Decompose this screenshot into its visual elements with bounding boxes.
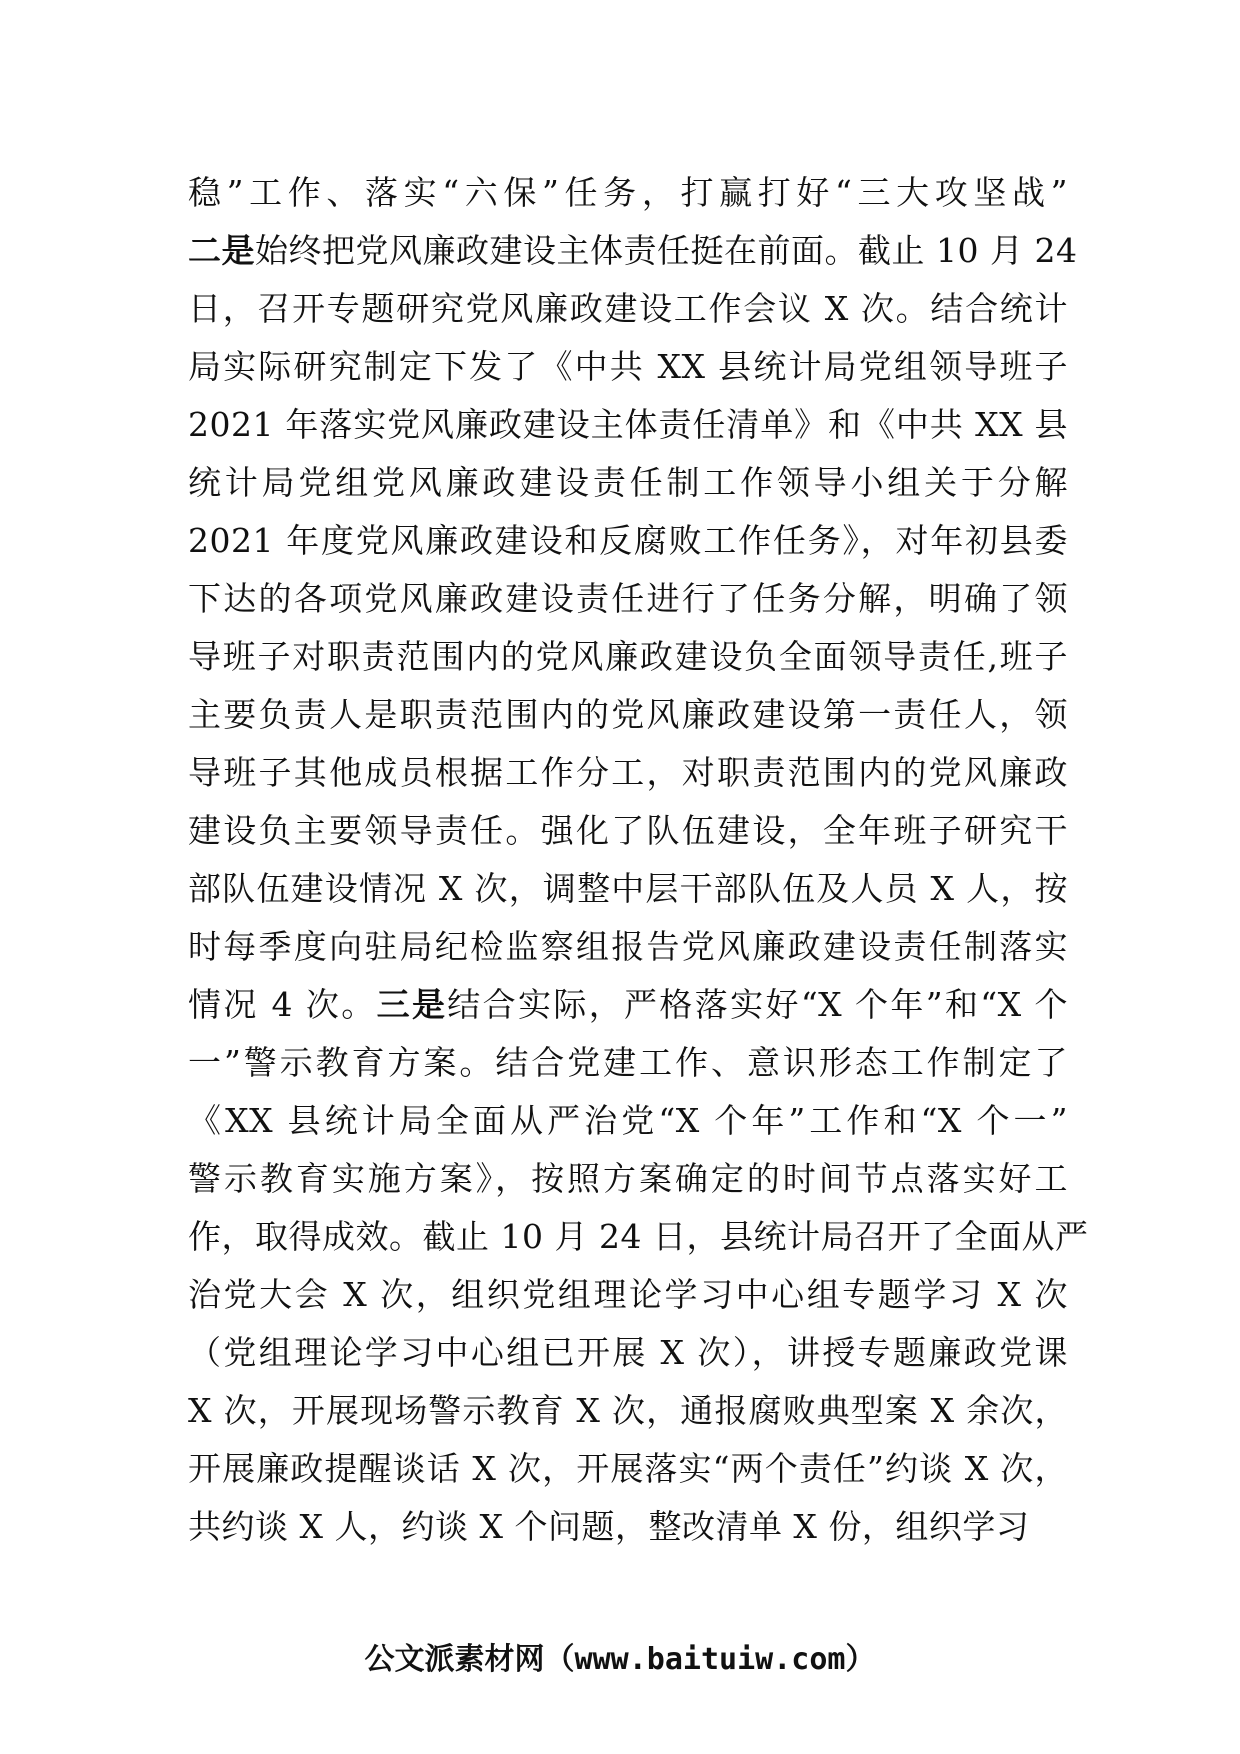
- footer-watermark: [0, 1640, 1240, 1680]
- text-segment: 主要负责人是职责范围内的党风廉政建设第一责任人，领: [188, 695, 1068, 734]
- text-line: [188, 1324, 1068, 1382]
- text-segment: 下达的各项党风廉政建设责任进行了任务分解，明确了领: [188, 579, 1068, 618]
- footer-site-name: 公文派素材网: [364, 1642, 545, 1677]
- text-line: [188, 570, 1068, 628]
- text-line: [188, 686, 1068, 744]
- text-segment: 治党大会 X 次，组织党组理论学习中心组专题学习 X 次: [188, 1275, 1068, 1314]
- text-segment: 建设负主要领导责任。强化了队伍建设，全年班子研究干: [188, 811, 1068, 850]
- text-line: [188, 1150, 1068, 1208]
- text-line: [188, 280, 1068, 338]
- text-line: [188, 918, 1068, 976]
- text-line: [188, 396, 1068, 454]
- text-segment: 作，取得成效。截止 10 月 24 日，县统计局召开了全面从严: [188, 1217, 1089, 1256]
- text-line: [188, 628, 1068, 686]
- text-segment: 开展廉政提醒谈话 X 次，开展落实“两个责任”约谈 X 次，: [188, 1449, 1068, 1488]
- text-line: [188, 1034, 1068, 1092]
- text-line: [188, 976, 1068, 1034]
- text-segment: 统计局党组党风廉政建设责任制工作领导小组关于分解: [188, 463, 1068, 502]
- text-line: [188, 1440, 1068, 1498]
- body-text: [188, 164, 1089, 1556]
- text-line: [188, 338, 1068, 396]
- text-segment: 警示教育实施方案》，按照方案确定的时间节点落实好工: [188, 1159, 1068, 1198]
- text-segment: 导班子对职责范围内的党风廉政建设负全面领导责任,班子: [188, 637, 1068, 676]
- text-line: [188, 860, 1068, 918]
- text-segment: X 次，开展现场警示教育 X 次，通报腐败典型案 X 余次，: [188, 1391, 1068, 1430]
- text-line: [188, 1382, 1068, 1440]
- text-segment: 结合实际，严格落实好“X 个年”和“X 个: [447, 985, 1068, 1024]
- text-line: [188, 454, 1068, 512]
- text-line: [188, 1266, 1068, 1324]
- text-segment: 一”警示教育方案。结合党建工作、意识形态工作制定了: [188, 1043, 1068, 1082]
- text-line: [188, 164, 1068, 222]
- text-segment: （党组理论学习中心组已开展 X 次），讲授专题廉政党课: [188, 1333, 1068, 1372]
- text-segment: 2021 年落实党风廉政建设主体责任清单》和《中共 XX 县: [188, 405, 1068, 444]
- text-line: [188, 744, 1068, 802]
- text-segment: 《XX 县统计局全面从严治党“X 个年”工作和“X 个一”: [188, 1101, 1068, 1140]
- text-segment: 稳”工作、落实“六保”任务，打赢打好“三大攻坚战”: [188, 173, 1068, 212]
- text-line: [188, 222, 1078, 280]
- text-segment: 始终把党风廉政建设主体责任挺在前面。截止 10 月 24: [255, 231, 1078, 270]
- text-line: [188, 512, 1068, 570]
- text-segment: 共约谈 X 人，约谈 X 个问题，整改清单 X 份，组织学习: [188, 1507, 1030, 1546]
- footer-url: （www.baituiw.com）: [544, 1642, 876, 1677]
- bold-marker: 三是: [376, 985, 448, 1024]
- text-segment: 导班子其他成员根据工作分工，对职责范围内的党风廉政: [188, 753, 1068, 792]
- text-line: [188, 1208, 1089, 1266]
- bold-marker: 二是: [188, 231, 255, 270]
- text-segment: 时每季度向驻局纪检监察组报告党风廉政建设责任制落实: [188, 927, 1068, 966]
- text-segment: 部队伍建设情况 X 次，调整中层干部队伍及人员 X 人，按: [188, 869, 1068, 908]
- text-line: [188, 1092, 1068, 1150]
- text-segment: 日，召开专题研究党风廉政建设工作会议 X 次。结合统计: [188, 289, 1068, 328]
- text-line: [188, 1498, 1068, 1556]
- text-line: [188, 802, 1068, 860]
- text-segment: 局实际研究制定下发了《中共 XX 县统计局党组领导班子: [188, 347, 1068, 386]
- text-segment: 情况 4 次。: [188, 985, 377, 1024]
- text-segment: 2021 年度党风廉政建设和反腐败工作任务》，对年初县委: [188, 521, 1068, 560]
